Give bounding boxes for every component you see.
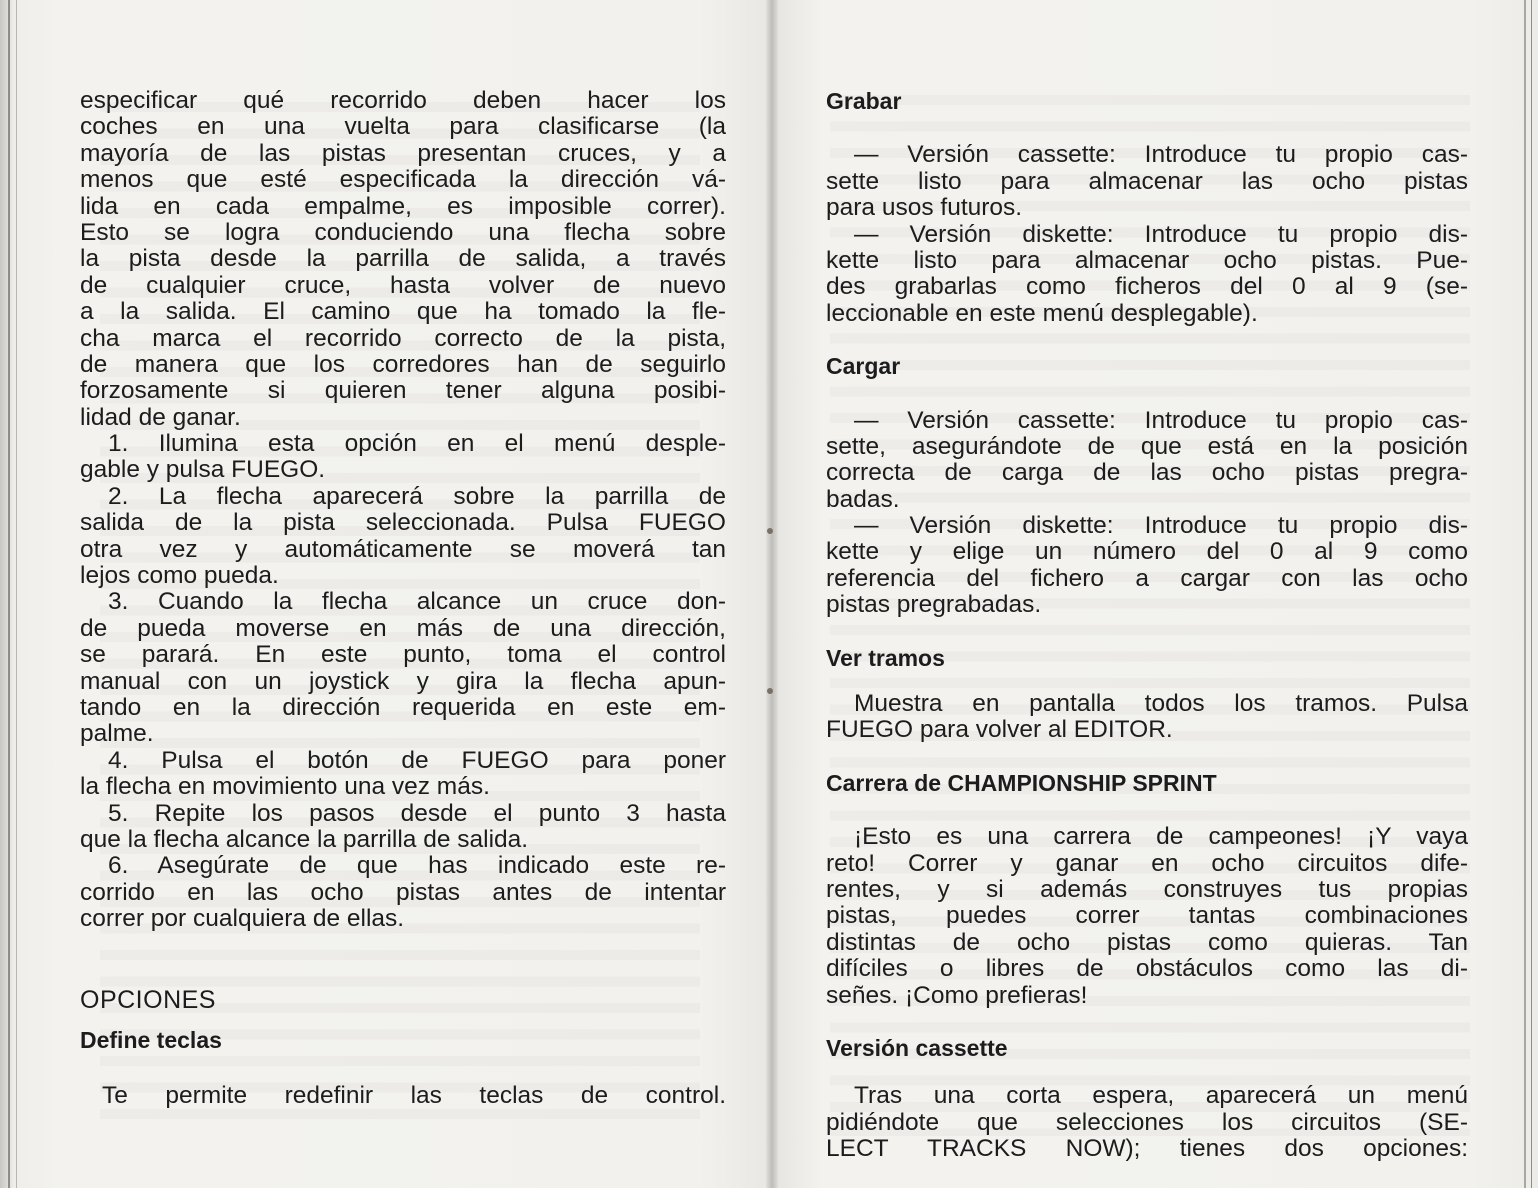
text-line: mayoría de las pistas presentan cruces, y a xyxy=(80,139,726,167)
text-line: Te permite redefinir las teclas de control. xyxy=(102,1082,726,1110)
text-line: Tras una corta espera, aparecerá un menú xyxy=(854,1082,1468,1110)
text-line: de pueda moverse en más de una dirección, xyxy=(80,614,726,642)
text-line: pistas pregrabadas. xyxy=(826,591,1042,619)
text-line: que la flecha alcance la parrilla de salida. xyxy=(80,825,529,853)
text-line: de cualquier cruce, hasta volver de nuevo xyxy=(80,271,726,299)
heading-define-teclas: Define teclas xyxy=(80,1026,222,1053)
cargar-text xyxy=(826,408,1468,619)
text-line: 5. Repite los pasos desde el punto 3 hasta xyxy=(108,799,726,827)
text-line: LECT TRACKS NOW); tienes dos opciones: xyxy=(826,1135,1468,1163)
text-line: distintas de ocho pistas como quieras. Tan xyxy=(826,928,1468,956)
spacer xyxy=(826,619,1468,645)
page-edge xyxy=(1531,0,1532,1188)
text-line: 1. Ilumina esta opción en el menú desple- xyxy=(108,430,726,458)
text-line: correcta de carga de las ocho pistas pregra- xyxy=(826,459,1468,487)
text-line: des grabarlas como ficheros del 0 al 9 (se- xyxy=(826,273,1468,301)
spacer xyxy=(80,933,726,987)
spacer xyxy=(826,1009,1468,1035)
text-line: rentes, y si además construyes tus propias xyxy=(826,875,1468,903)
text-line: — Versión diskette: Introduce tu propio dis- xyxy=(854,512,1468,540)
text-line: reto! Correr y ganar en ocho circuitos dife- xyxy=(826,849,1468,877)
binding-staple xyxy=(767,528,773,534)
text-line: — Versión diskette: Introduce tu propio dis- xyxy=(854,220,1468,248)
grabar-text xyxy=(826,142,1468,327)
step-6 xyxy=(80,853,726,932)
text-line: para usos futuros. xyxy=(826,194,1023,222)
spacer xyxy=(826,1061,1468,1083)
page-edge xyxy=(16,0,17,1188)
text-line: gable y pulsa FUEGO. xyxy=(80,456,326,484)
spacer xyxy=(826,796,1468,824)
text-line: lida en cada empalme, es imposible correr). xyxy=(80,192,726,220)
step-1 xyxy=(80,431,726,484)
text-line: 3. Cuando la flecha alcance un cruce don- xyxy=(108,588,726,616)
text-line: otra vez y automáticamente se moverá tan xyxy=(80,535,726,563)
spacer xyxy=(826,114,1468,142)
text-line: sette listo para almacenar las ocho pistas xyxy=(826,167,1468,195)
text-line: Muestra en pantalla todos los tramos. Pulsa xyxy=(854,690,1468,718)
text-line: tando en la dirección requerida en este em- xyxy=(80,693,726,721)
spacer xyxy=(826,327,1468,353)
text-line: menos que esté especificada la dirección vá- xyxy=(80,166,726,194)
text-line: badas. xyxy=(826,485,900,513)
text-line: la flecha en movimiento una vez más. xyxy=(80,773,490,801)
page-edge xyxy=(1524,0,1526,1188)
text-line: sette, asegurándote de que está en la posición xyxy=(826,432,1468,460)
text-line: lidad de ganar. xyxy=(80,403,241,431)
text-line: 6. Asegúrate de que has indicado este re- xyxy=(108,852,726,880)
text-line: pidiéndote que selecciones los circuitos (SE- xyxy=(826,1108,1468,1136)
page-edge xyxy=(8,0,10,1188)
section-title-opciones: OPCIONES xyxy=(80,985,216,1014)
binding-staple xyxy=(767,688,773,694)
text-line: salida de la pista seleccionada. Pulsa FUEGO xyxy=(80,509,726,537)
heading-cargar: Cargar xyxy=(826,353,901,380)
spacer xyxy=(826,380,1468,408)
text-line: ¡Esto es una carrera de campeones! ¡Y vaya xyxy=(854,823,1468,851)
text-line: kette y elige un número del 0 al 9 como xyxy=(826,538,1468,566)
text-line: forzosamente si quieren tener alguna posibi- xyxy=(80,377,726,405)
text-line: señes. ¡Como prefieras! xyxy=(826,981,1088,1009)
heading-carrera: Carrera de CHAMPIONSHIP SPRINT xyxy=(826,769,1217,796)
text-line: cha marca el recorrido correcto de la pista, xyxy=(80,324,726,352)
book-gutter xyxy=(766,0,778,1188)
carrera-text xyxy=(826,824,1468,1009)
text-line: 2. La flecha aparecerá sobre la parrilla de xyxy=(108,482,726,510)
text-line: especificar qué recorrido deben hacer los xyxy=(80,87,726,114)
step-2 xyxy=(80,484,726,590)
right-column xyxy=(826,88,1468,1163)
spacer xyxy=(826,671,1468,691)
step-3 xyxy=(80,589,726,747)
text-line: — Versión cassette: Introduce tu propio cas- xyxy=(854,141,1468,169)
ver-tramos-text xyxy=(826,691,1468,744)
text-line: Esto se logra conduciendo una flecha sobre xyxy=(80,218,726,246)
text-line: palme. xyxy=(80,720,154,748)
text-line: a la salida. El camino que ha tomado la fle- xyxy=(80,298,726,326)
left-column xyxy=(80,88,726,1110)
text-line: pistas, puedes correr tantas combinaciones xyxy=(826,902,1468,930)
heading-grabar: Grabar xyxy=(826,88,902,114)
text-line: — Versión cassette: Introduce tu propio cas- xyxy=(854,406,1468,434)
text-line: leccionable en este menú desplegable). xyxy=(826,299,1258,327)
spacer xyxy=(826,744,1468,770)
heading-version-cassette: Versión cassette xyxy=(826,1034,1008,1061)
intro-paragraph xyxy=(80,88,726,431)
text-line: manual con un joystick y gira la flecha apun- xyxy=(80,667,726,695)
text-line: corrido en las ocho pistas antes de intentar xyxy=(80,878,726,906)
text-line: correr por cualquiera de ellas. xyxy=(80,905,405,933)
text-line: FUEGO para volver al EDITOR. xyxy=(826,716,1173,744)
spacer xyxy=(80,1013,726,1027)
text-line: lejos como pueda. xyxy=(80,562,279,590)
spacer xyxy=(80,1053,726,1083)
step-4 xyxy=(80,748,726,801)
text-line: la pista desde la parrilla de salida, a través xyxy=(80,245,726,273)
text-line: referencia del fichero a cargar con las ocho xyxy=(826,564,1468,592)
text-line: difíciles o libres de obstáculos como las di- xyxy=(826,955,1468,983)
text-line: kette listo para almacenar ocho pistas. Pue- xyxy=(826,246,1468,274)
version-cassette-text xyxy=(826,1083,1468,1162)
heading-ver-tramos: Ver tramos xyxy=(826,644,945,671)
step-5 xyxy=(80,801,726,854)
text-line: 4. Pulsa el botón de FUEGO para poner xyxy=(108,746,726,774)
text-line: de manera que los corredores han de seguirlo xyxy=(80,350,726,378)
text-line: se parará. En este punto, toma el control xyxy=(80,641,726,669)
text-line: coches en una vuelta para clasificarse (la xyxy=(80,113,726,141)
